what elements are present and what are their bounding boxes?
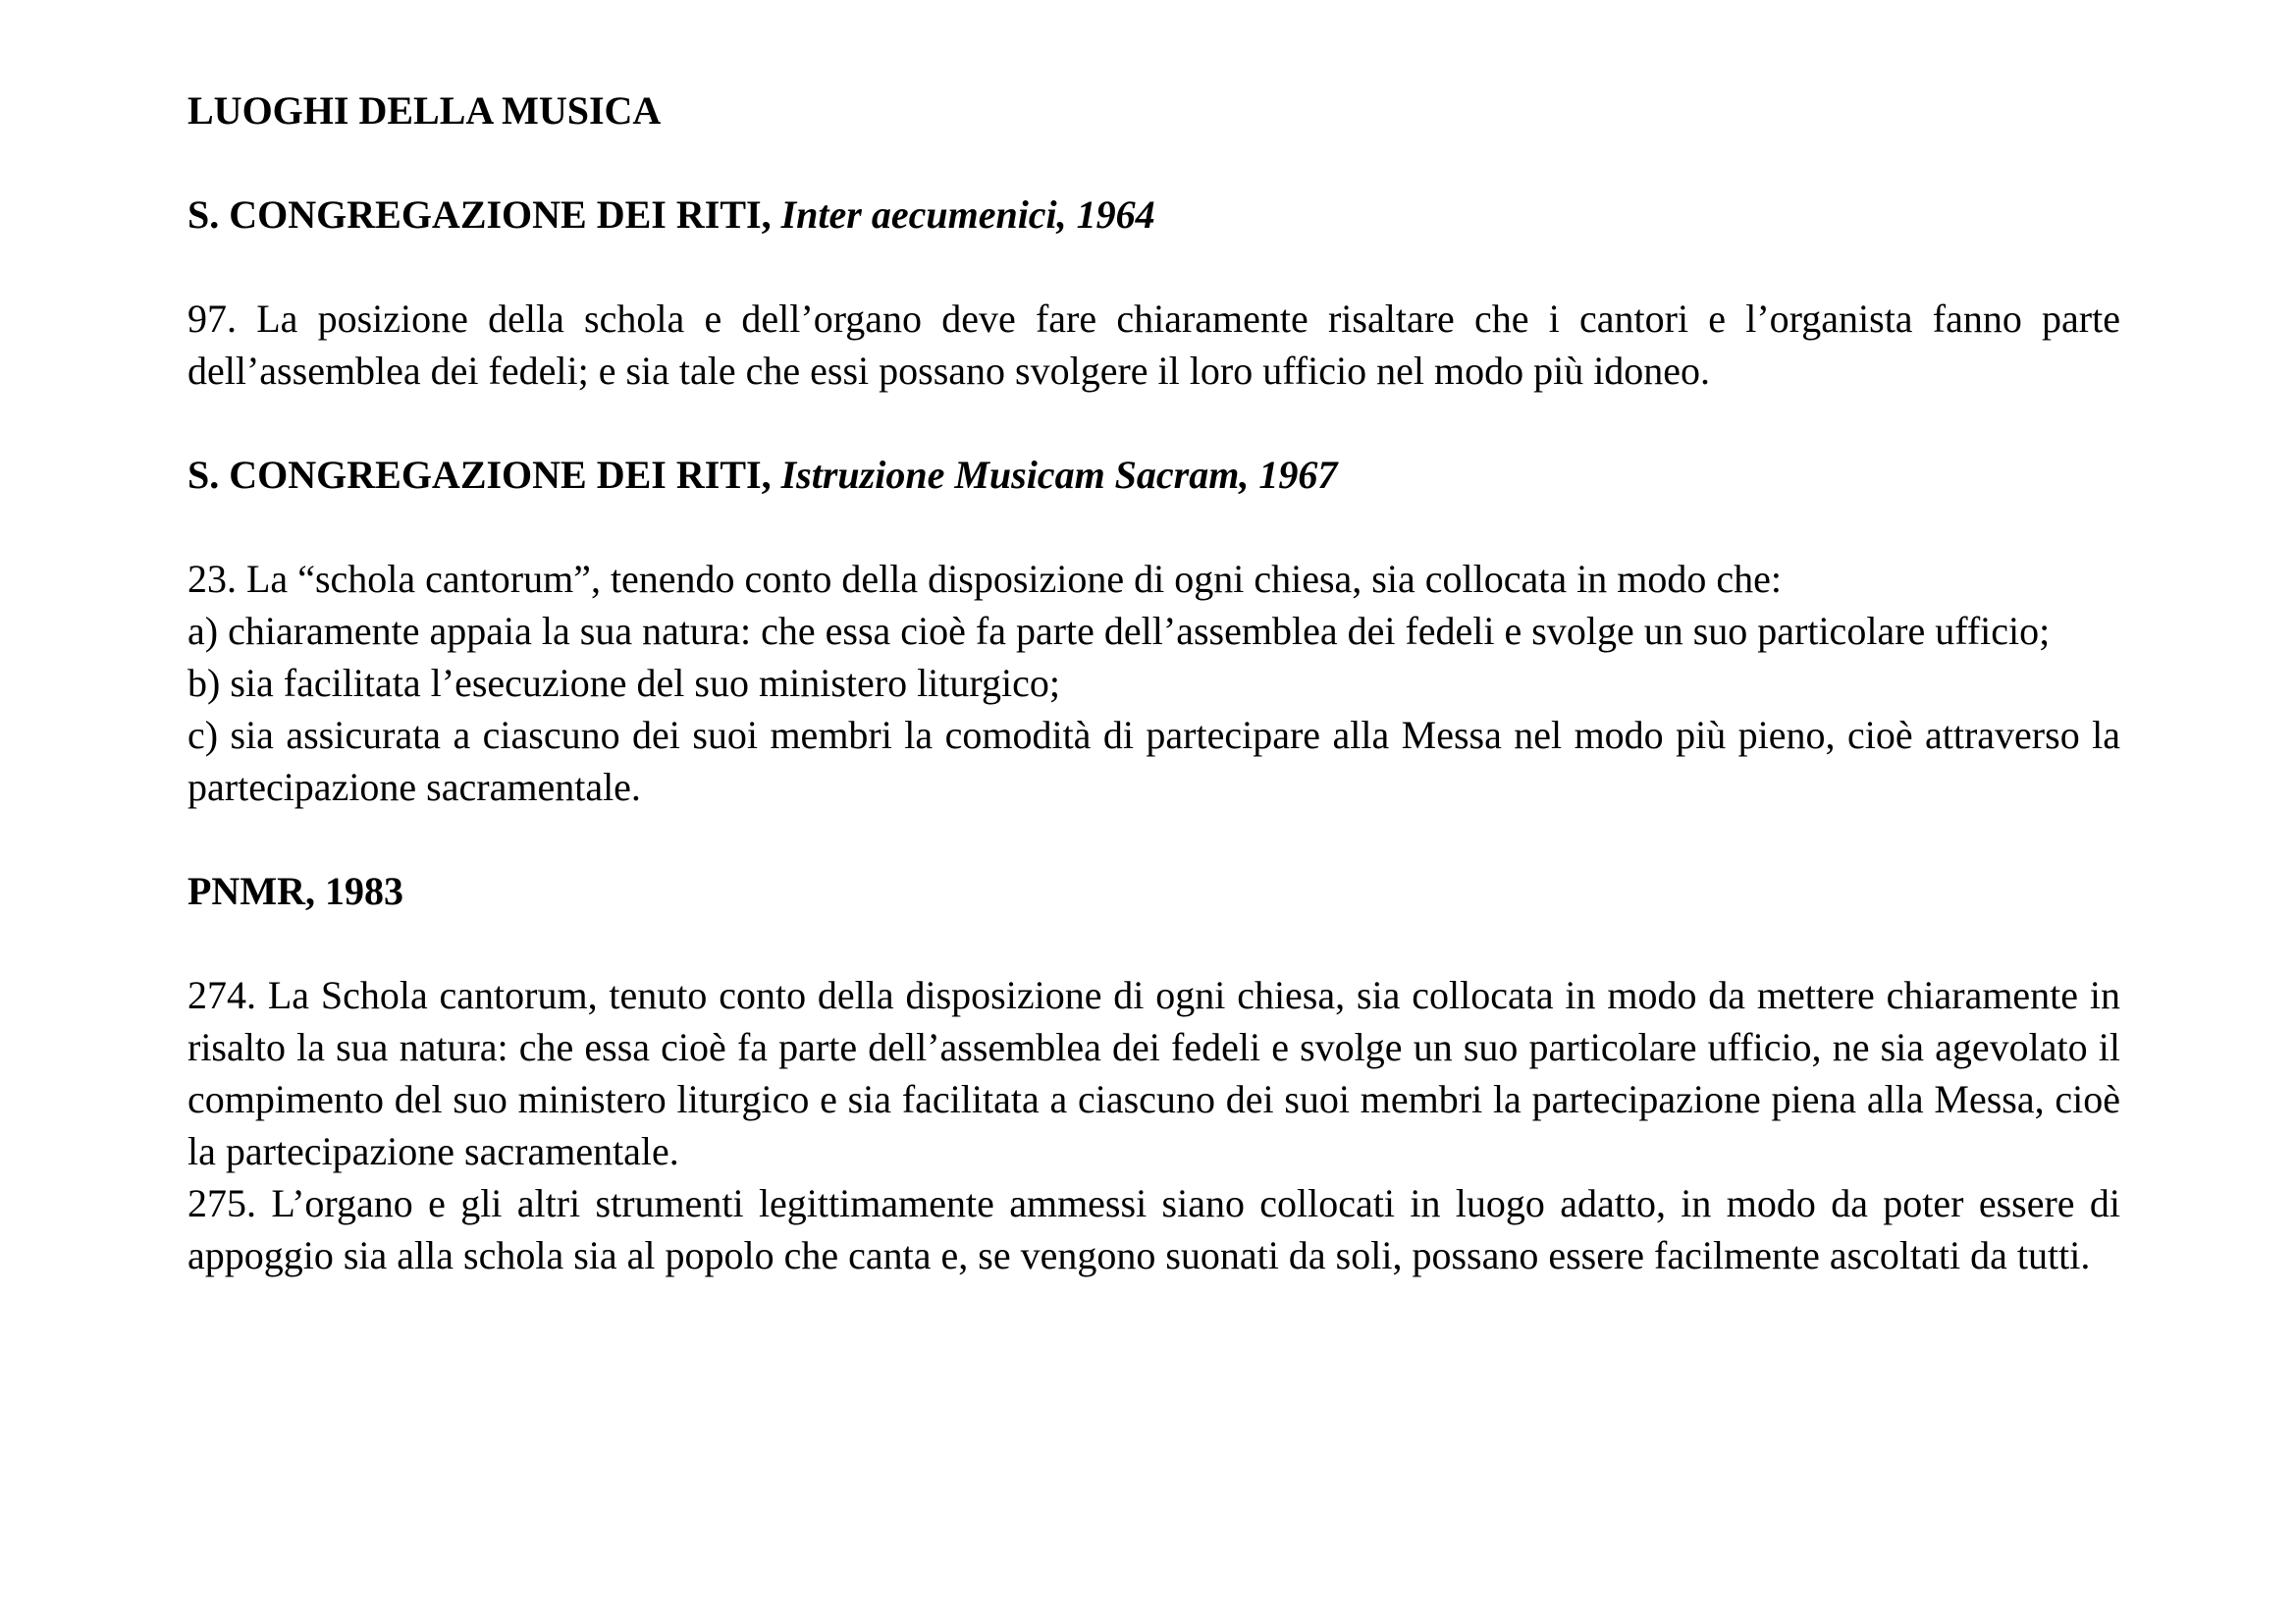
section-heading-prefix: PNMR, 1983 [187, 869, 403, 913]
paragraph-23-b: b) sia facilitata l’esecuzione del suo ministero liturgico; [187, 661, 1060, 705]
spacer [187, 136, 2120, 189]
section-heading [187, 189, 2120, 241]
section-musicam-sacram [187, 449, 2120, 813]
spacer [187, 813, 2120, 865]
section-heading-prefix: S. CONGREGAZIONE DEI RITI, [187, 453, 772, 497]
section-heading-source: Istruzione Musicam Sacram, 1967 [780, 453, 1338, 497]
paragraph-23-c: c) sia assicurata a ciascuno dei suoi membri la comodità di partecipare alla Messa nel modo più pieno, cioè attraverso la partecipazione sacramentale. [187, 713, 2120, 809]
section-pnmr [187, 865, 2120, 1281]
paragraph-23-a: a) chiaramente appaia la sua natura: che essa cioè fa parte dell’assemblea dei fedeli e svolge un suo particolare ufficio; [187, 609, 2051, 653]
section-heading-prefix: S. CONGREGAZIONE DEI RITI, [187, 192, 772, 237]
section-heading [187, 865, 2120, 917]
spacer [187, 917, 2120, 969]
document-title: LUOGHI DELLA MUSICA [187, 88, 662, 133]
section-heading [187, 449, 2120, 501]
paragraph-274: 274. La Schola cantorum, tenuto conto della disposizione di ogni chiesa, sia collocata in modo da mettere chiaramente in risalto la sua natura: che essa cioè fa parte dell’assemblea dei fedeli e svolge un suo particolare ufficio, ne sia agevolato il compimento del suo ministero liturgico e sia facilitata a ciascuno dei suoi membri la partecipazione piena alla Messa, cioè la partecipazione sacramentale. [187, 973, 2120, 1173]
spacer [187, 397, 2120, 449]
spacer [187, 501, 2120, 553]
spacer [187, 241, 2120, 293]
paragraph-97: 97. La posizione della schola e dell’organo deve fare chiaramente risaltare che i cantori e l’organista fanno parte dell’assemblea dei fedeli; e sia tale che essi possano svolgere il loro ufficio nel modo più idoneo. [187, 297, 2120, 393]
section-inter-aecumenici [187, 189, 2120, 397]
paragraph-275: 275. L’organo e gli altri strumenti legittimamente ammessi siano collocati in luogo adatto, in modo da poter essere di appoggio sia alla schola sia al popolo che canta e, se vengono suonati da soli, possano essere facilmente ascoltati da tutti. [187, 1181, 2120, 1277]
document-page [187, 84, 2120, 1281]
section-heading-source: Inter aecumenici, 1964 [780, 192, 1155, 237]
paragraph-23: 23. La “schola cantorum”, tenendo conto della disposizione di ogni chiesa, sia collocata in modo che: [187, 557, 1782, 601]
